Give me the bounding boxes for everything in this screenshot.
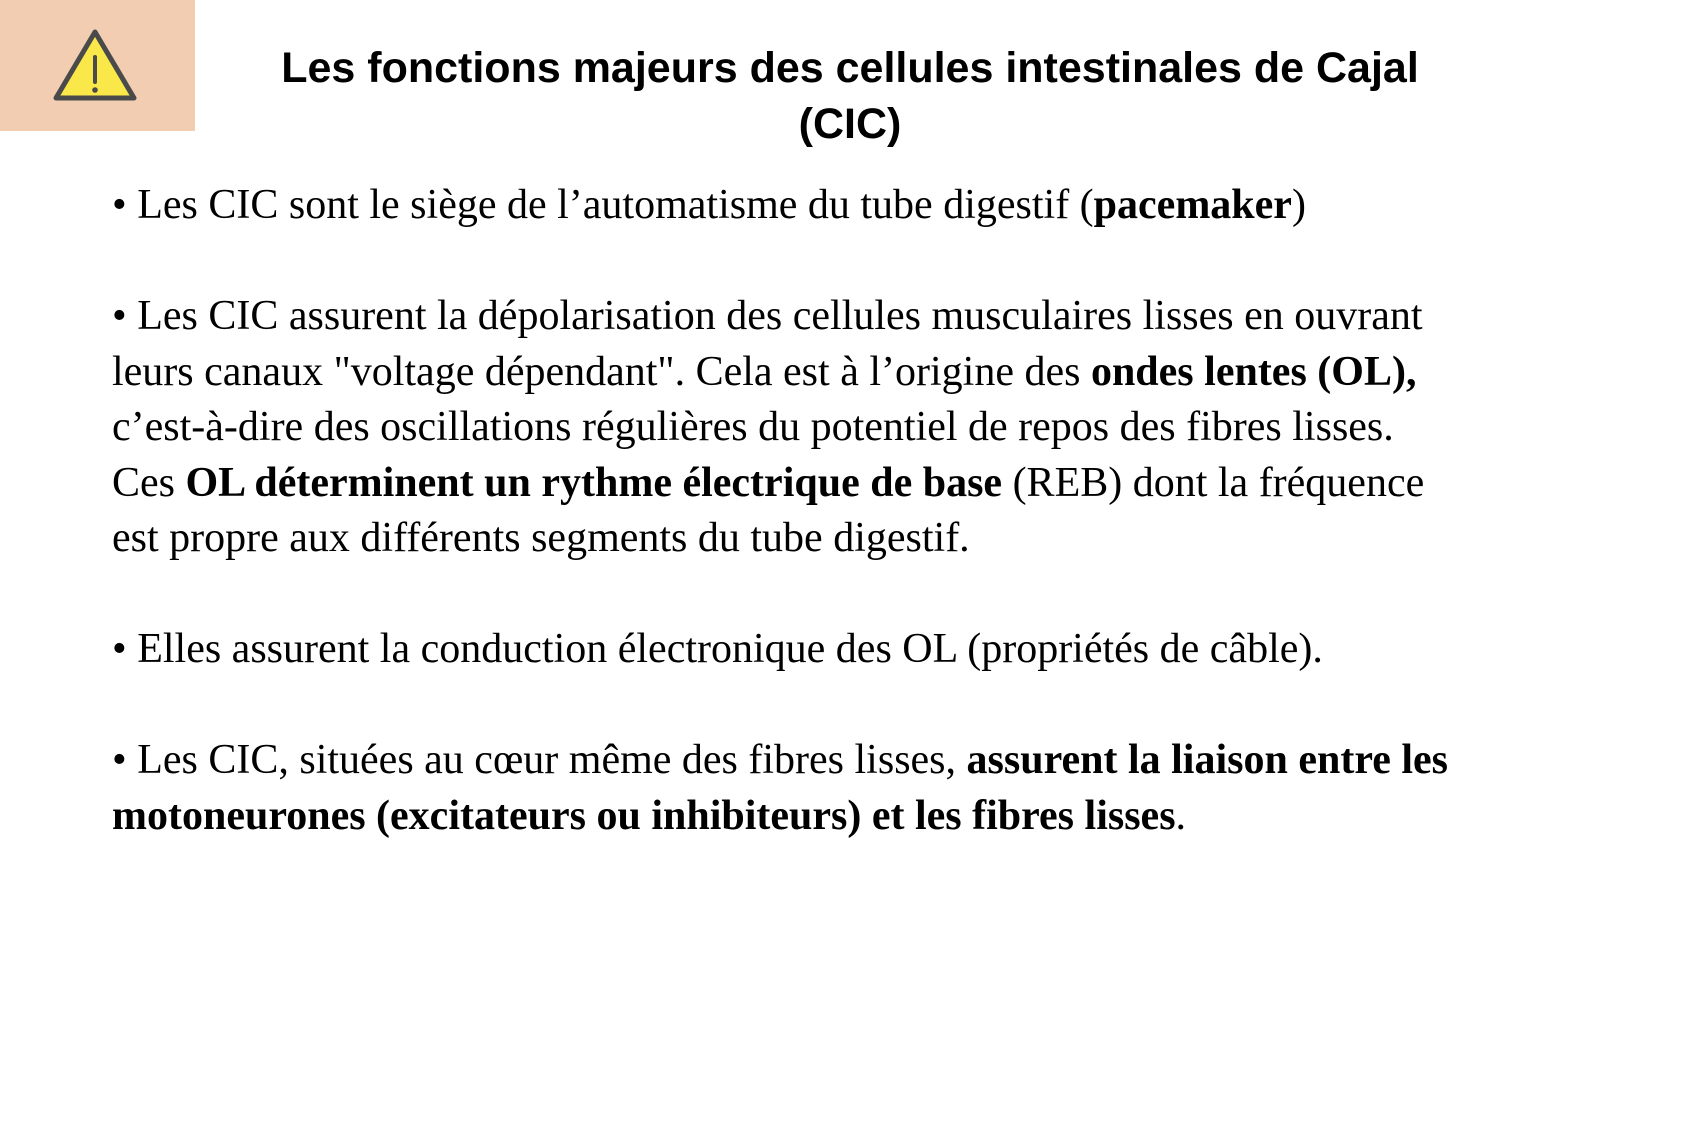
bold-text-run: ondes lentes (OL), <box>1090 348 1417 395</box>
warning-triangle-icon <box>52 27 138 103</box>
bullet-paragraph <box>112 289 1452 567</box>
bullet-paragraph <box>112 622 1452 678</box>
page-title: Les fonctions majeurs des cellules intestinales de Cajal (CIC) <box>281 44 1419 148</box>
bullet-paragraph <box>112 733 1452 844</box>
bold-text-run: assurent la liaison entre les motoneurones (excitateurs ou inhibiteurs) et les fibres lisses <box>112 737 1448 839</box>
bullet-paragraph <box>112 178 1452 234</box>
text-run: c’est-à-dire des oscillations régulières du potentiel de repos des fibres lisses. Ces <box>112 404 1394 506</box>
text-run: • Les CIC sont le siège de l’automatisme du tube digestif ( <box>112 182 1094 228</box>
bold-text-run: OL déterminent un rythme électrique de base <box>185 459 1003 506</box>
text-run: • Les CIC, situées au cœur même des fibres lisses, <box>112 737 967 783</box>
text-run: . <box>1175 792 1187 839</box>
text-run: • Elles assurent la conduction électronique des OL (propriétés de câble). <box>112 626 1323 672</box>
warning-badge <box>0 0 195 131</box>
text-run: (REB) dont la fréquence est propre aux différents segments du tube digestif. <box>112 459 1425 561</box>
text-run: ) <box>1291 182 1306 228</box>
bold-text-run: pacemaker <box>1093 182 1292 228</box>
text-run: • Les CIC assurent la dépolarisation des cellules musculaires lisses en ouvrant leurs canaux "voltage dépendant". Cela est à l’origine des <box>112 293 1423 395</box>
body-content <box>112 178 1452 900</box>
